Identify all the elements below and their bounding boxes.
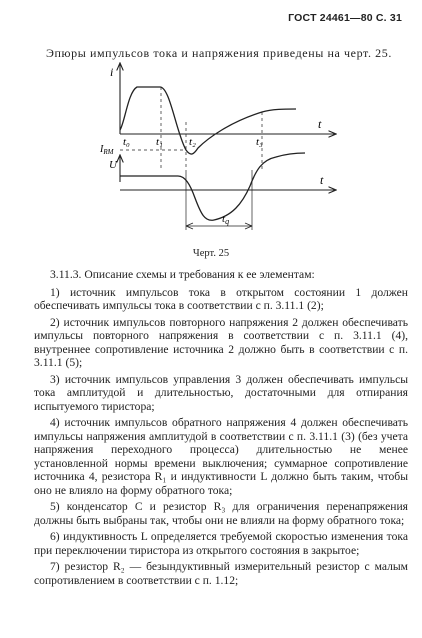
voltage-waveform	[120, 153, 305, 220]
intro-text: Эпюры импульсов тока и напряжения приведены на черт. 25.	[46, 46, 392, 60]
list-item: 6) индуктивность L определяется требуемой скоростью изменения тока при переключении тиристора из открытого состояния в закрытое;	[34, 530, 408, 557]
list-item: 3) источник импульсов управления 3 должен обеспечивать импульсы тока амплитудой и длительностью, достаточными для отпирания испытуемого тиристора;	[34, 372, 408, 413]
t3-label: t₃	[256, 136, 263, 148]
list-item: 5) конденсатор C и резистор R₃ для ограничения перенапряжения должны быть выбраны так, чтобы они не влияли на форму обратного тока;	[34, 500, 408, 527]
current-waveform	[120, 87, 296, 154]
t-axis-bottom-label: t	[320, 173, 324, 187]
waveform-diagram	[0, 62, 422, 248]
t-axis-top-label: t	[318, 117, 322, 131]
body-text	[34, 268, 408, 590]
section-heading: 3.11.3. Описание схемы и требования к ее элементам:	[50, 268, 315, 281]
list-item: 4) источник импульсов обратного напряжения 4 должен обеспечивать импульсы напряжения амплитудой в соответствии с п. 3.11.1 (3) (без учета напряжения переходного процесса) длительностью не менее установленной нормы времени выключения; суммарное сопротивление источника 4, резистора R₁ и индуктивности L должно быть таким, чтобы оно не влияло на форму обратного тока;	[34, 416, 408, 497]
u-axis-label: U	[109, 159, 117, 171]
page-header: ГОСТ 24461—80 С. 31	[288, 12, 402, 24]
list-item: 7) резистор R₂ — безындуктивный измерительный резистор с малым сопротивлением в соответствии с п. 1.12;	[34, 560, 408, 587]
irm-label: $I_{RM}$	[100, 144, 114, 156]
i-axis-label: i	[110, 65, 114, 79]
t1-label: t₁	[156, 136, 163, 148]
figure-caption: Черт. 25	[192, 248, 230, 259]
t2-label: t₂	[189, 136, 196, 148]
tq-label: tq	[222, 213, 230, 226]
list-item: 1) источник импульсов тока в открытом состоянии 1 должен обеспечивать импульсы тока в соответствии с п. 3.11.1 (2);	[34, 285, 408, 312]
list-item: 2) источник импульсов повторного напряжения 2 должен обеспечивать импульсы повторного напряжения в соответствии с п. 3.11.1 (4), внутреннее сопротивление источника 2 должно быть в соответствии с п. 3.11.1 (5);	[34, 315, 408, 369]
t0-label: t₀	[123, 136, 130, 148]
